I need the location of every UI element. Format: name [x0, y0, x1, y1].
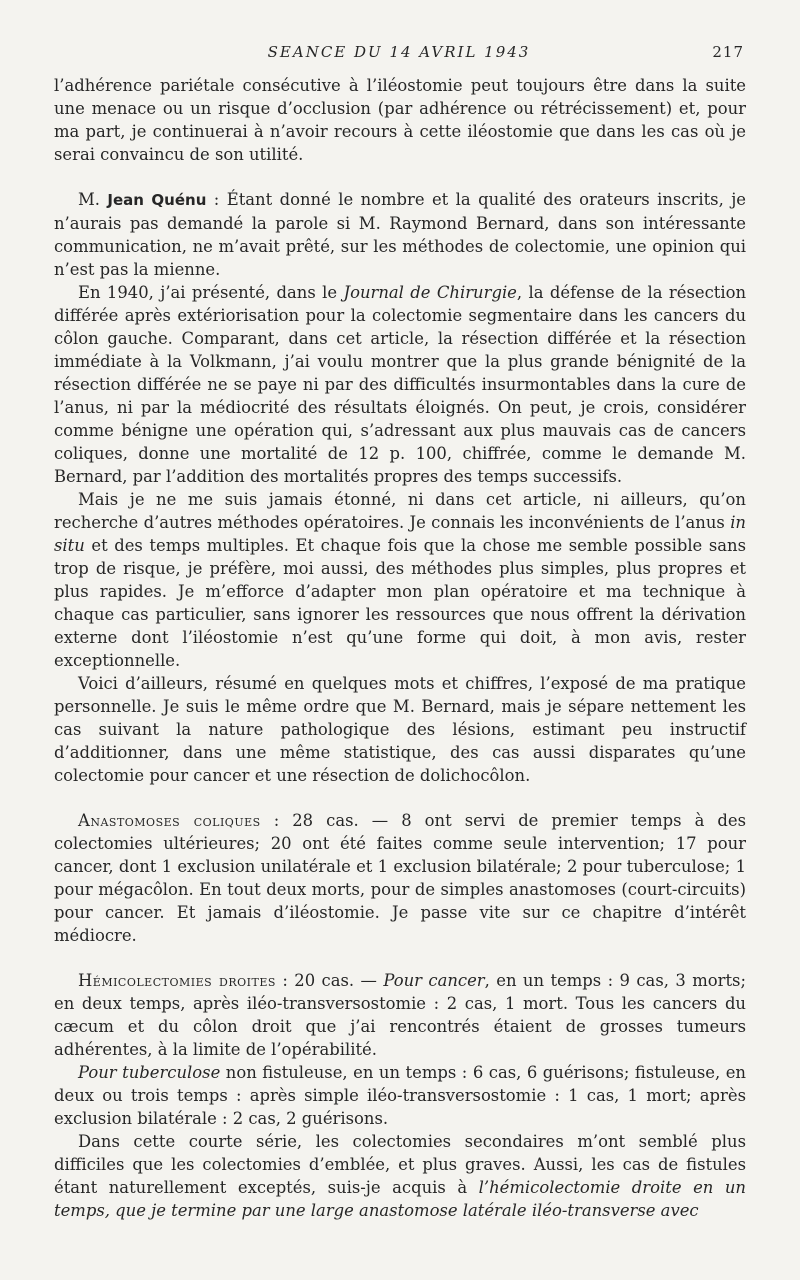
- running-header: [54, 43, 744, 69]
- page-number: 217: [712, 43, 744, 61]
- section-heading: Hémicolectomies droites: [78, 971, 276, 990]
- paragraph: Mais je ne me suis jamais étonné, ni dans cet article, ni ailleurs, qu’on recherche d’autres méthodes opératoires. Je connais les inconvénients de l’anus in situ et des temps multiples. Et chaque fois que la chose me semble possible sans trop de risque, je préfère, moi aussi, des méthodes plus simples, plus propres et plus rapides. Je m’efforce d’adapter mon plan opératoire et ma technique à chaque cas particulier, sans ignorer les ressources que nous offrent la dérivation externe dont l’iléostomie n’est qu’une forme qui doit, à mon avis, rester exceptionnelle.: [54, 490, 746, 670]
- speaker-name: Jean Quénu: [107, 191, 207, 209]
- paragraph: Voici d’ailleurs, résumé en quelques mots et chiffres, l’exposé de ma pratique personnelle. Je suis le même ordre que M. Bernard, mais je sépare nettement les cas suivant la nature pathologique des lésions, estimant peu instructif d’additionner, dans une même statistique, des cas aussi disparates qu’une colectomie pour cancer et une résection de dolichocôlon.: [54, 674, 746, 785]
- header-title: SEANCE DU 14 AVRIL 1943: [267, 43, 531, 61]
- in-situ-term: in situ: [54, 513, 746, 555]
- paragraph: Pour tuberculose non fistuleuse, en un temps : 6 cas, 6 guérisons; fistuleuse, en deux ou trois temps : après simple iléo-transversostomie : 1 cas, 1 mort; après exclusion bilatérale : 2 cas, 2 guérisons.: [54, 1063, 746, 1128]
- paragraph: En 1940, j’ai présenté, dans le Journal de Chirurgie, la défense de la résection différée après extériorisation pour la colectomie segmentaire dans les cancers du côlon gauche. Comparant, dans cet article, la résection différée et la résection immédiate à la Volkmann, j’ai voulu montrer que la plus grande bénignité de la résection différée ne se paye ni par des difficultés insurmontables dans la cure de l’anus, ni par la médiocrité des résultats éloignés. On peut, je crois, considérer comme bénigne une opération qui, s’adressant aux plus mauvais cas de cancers coliques, donne une mortalité de 12 p. 100, chiffrée, comme le demande M. Bernard, par l’addition des mortalités propres des temps successifs.: [54, 283, 747, 486]
- section-heading: Anastomoses coliques: [78, 811, 261, 830]
- paragraph: Dans cette courte série, les colectomies secondaires m’ont semblé plus difficiles que les colectomies d’emblée, et plus graves. Aussi, les cas de fistules étant naturellement exceptés, suis-je acquis à l’hémicolectomie droite en un temps, que je termine par une large anastomose latérale iléo-transverse avec: [54, 1132, 746, 1220]
- document-body: [54, 74, 746, 1222]
- paragraph: l’adhérence pariétale consécutive à l’iléostomie peut toujours être dans la suite une menace ou un risque d’occlusion (par adhérence ou rétrécissement) et, pour ma part, je continuerai à n’avoir recours à cette iléostomie que dans les cas où je serai convaincu de son utilité.: [54, 76, 746, 164]
- paragraph-anastomoses: Anastomoses coliques : 28 cas. — 8 ont servi de premier temps à des colectomies ultérieures; 20 ont été faites comme seule intervention; 17 pour cancer, dont 1 exclusion unilatérale et 1 exclusion bilatérale; 2 pour tuberculose; 1 pour mégacôlon. En tout deux morts, pour de simples anastomoses (court-circuits) pour cancer. Et jamais d’iléostomie. Je passe vite sur ce chapitre d’intérêt médiocre.: [54, 811, 746, 945]
- journal-title: Journal de Chirurgie: [343, 283, 517, 302]
- paragraph-quenu: M. Jean Quénu : Étant donné le nombre et la qualité des orateurs inscrits, je n’aurais pas demandé la parole si M. Raymond Bernard, dans son intéressante communication, ne m’avait prêté, sur les méthodes de colectomie, une opinion qui n’est pas la mienne.: [54, 190, 747, 279]
- paragraph-hemicolectomies: Hémicolectomies droites : 20 cas. — Pour cancer, en un temps : 9 cas, 3 morts; en deux temps, après iléo-transversostomie : 2 cas, 1 mort. Tous les cancers du cæcum et du côlon droit que j’ai rencontrés étaient de grosses tumeurs adhérentes, à la limite de l’opérabilité.: [54, 971, 746, 1059]
